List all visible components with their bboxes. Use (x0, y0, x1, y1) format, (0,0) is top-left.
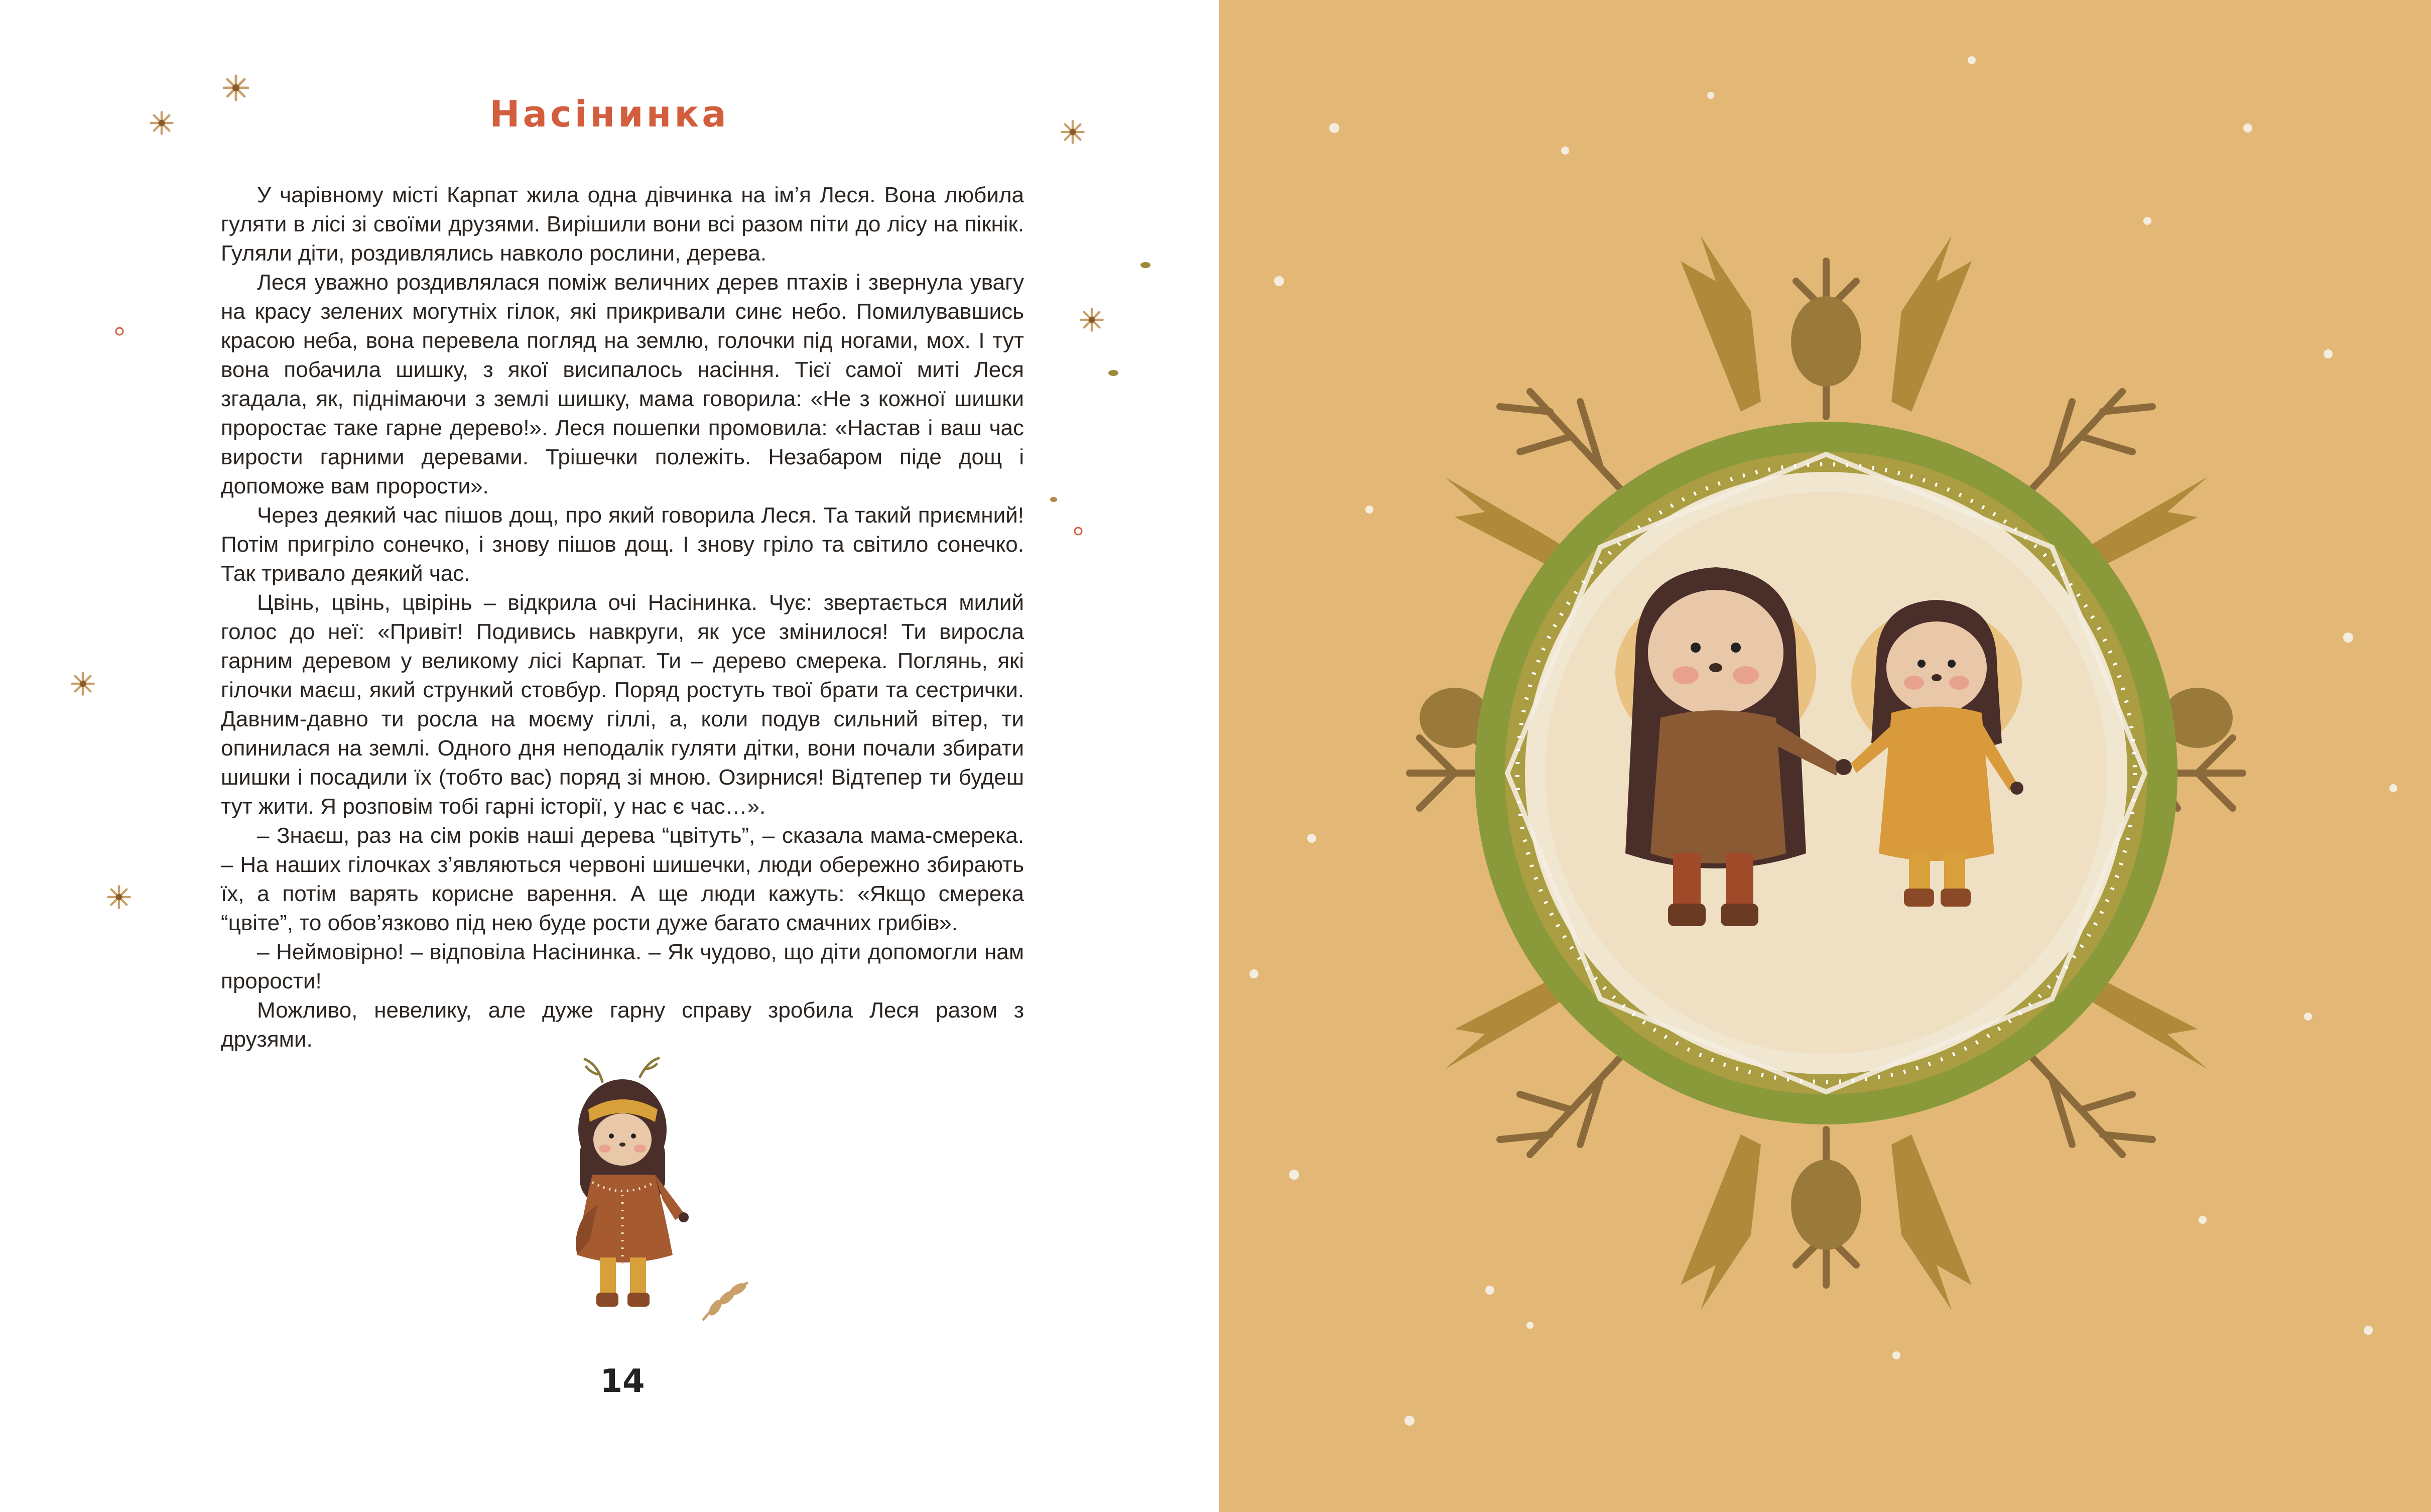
leaf-sprig-icon (703, 1281, 748, 1320)
story-paragraph: Через деякий час пішов дощ, про який говорила Леся. Та такий приємний! Потім пригріло сонечко, і знову пішов дощ. І знову гріло та світило сонечко. Так тривало деякий час. (221, 503, 1024, 586)
flower-sprinkle-icon (69, 670, 96, 697)
story-paragraph: – Знаєш, раз на сім років наші дерева “цвітуть”, – сказала мама-смерека. – На наших гілочках з’являються червоні шишечки, люди обережно збирають їх, а потім варять корисне варення. А ще люди кажуть: «Якщо смерека “цвіте”, то обов’язково під нею буде рости дуже багато смачних грибів». (221, 823, 1024, 935)
decorative-dot (1073, 526, 1083, 536)
story-text (221, 181, 1024, 1054)
decorative-dot (1107, 368, 1119, 378)
decorative-dot (1049, 496, 1058, 503)
story-paragraph: Цвінь, цвінь, цвірінь – відкрила очі Насінинка. Чує: звертається милий голос до неї: «Привіт! Подивись навкруги, як усе змінилося! Ти виросла гарним деревом у великому лісі Карпат. Ти – дерево смерека. Поглянь, які гілочки маєш, який стрункий стовбур. Поряд ростуть твої брати та сестрички. Давним-давно ти росла на моєму гіллі, а, коли подув сильний вітер, ти опинилася на землі. Одного дня неподалік гуляти дітки, вони почали збирати шишки і посадили їх (тобто вас) поряд зі мною. Озирнися! Відтепер ти будеш тут жити. Я розповім тобі гарні історії, у нас є час…». (221, 590, 1024, 819)
decorative-dot (114, 326, 124, 336)
story-title: Насінинка (489, 93, 729, 135)
flower-sprinkle-icon (105, 884, 133, 911)
story-paragraph: – Неймовірно! – відповіла Насінинка. – Як чудово, що діти допомогли нам прорости! (221, 940, 1024, 993)
story-paragraph: Леся уважно роздивлялася поміж величних дерев птахів і звернула увагу на красу зелених могутніх гілок, які прикривали синє небо. Помилувавшись красою неба, вона перевела погляд на землю, голочки під ногами, мох. І тут вона побачила шишку, з якої висипалось насіння. Тієї самої миті Леся згадала, як, піднімаючи з землі шишку, мама говорила: «Не з кожної шишки проростає таке гарне дерево!». Леся пошепки промовила: «Настав і ваш час вирости гарними деревами. Трішечки полежіть. Незабаром піде дощ і допоможе вам прорости». (221, 270, 1024, 498)
right-page (1219, 0, 2431, 1512)
decorative-dot (1139, 260, 1151, 270)
story-paragraph: Можливо, невелику, але дуже гарну справу зробила Леся разом з друзями. (221, 998, 1024, 1052)
story-paragraph: У чарівному місті Карпат жила одна дівчинка на ім’я Леся. Вона любила гуляти в лісі зі своїми друзями. Вирішили вони всі разом піти до лісу на пікнік. Гуляли діти, роздивлялись навколо рослини, дерева. (221, 183, 1024, 266)
flower-sprinkle-icon (1078, 306, 1105, 333)
girl-illustration (542, 1054, 763, 1335)
mandala-illustration (1219, 0, 2431, 1512)
page-number: 14 (600, 1363, 645, 1400)
